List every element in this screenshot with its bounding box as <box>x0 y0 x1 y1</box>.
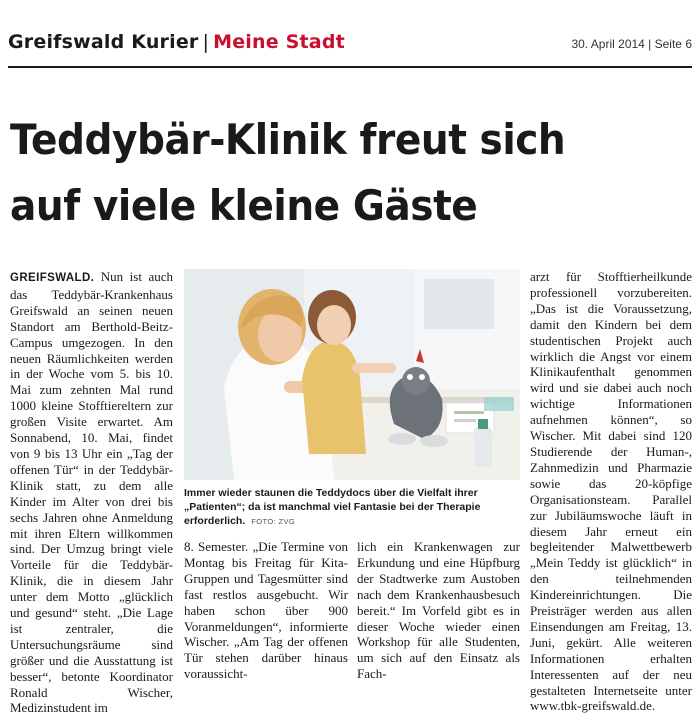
photo-credit: FOTO: ZVG <box>251 517 296 526</box>
article-dateline: GREIFSWALD. <box>10 272 95 284</box>
photo-caption-text: Immer wieder staunen die Teddydocs über die Vielfalt ihrer „Patienten“; da ist manchmal viel Fantasie bei der Therapie erforderlich. <box>184 487 481 527</box>
photo-teddy-doctors-image <box>184 269 520 480</box>
article-photo <box>184 269 520 480</box>
photo-caption <box>184 486 520 529</box>
section-name: Meine Stadt <box>213 31 345 53</box>
masthead-separator: | <box>202 31 210 53</box>
article-headline <box>10 107 642 239</box>
masthead-rule <box>8 66 692 68</box>
column-1-text: Nun ist auch das Teddybär-Krankenhaus Greifswald an seinen neuen Standort am Berthold-Beitz-Campus umgezogen. In den neuen Räumlichkeiten werden in der Woche vom 5. bis 10. Mai zum zehnten Mal rund 1000 kleine Stofftiereltern zur großen Visite erwartet. Am Sonnabend, 10. Mai, findet von 9 bis 13 Uhr ein „Tag der offenen Tür“ in der Teddybär-Klinik statt, zu dem alle Kinder im Alter von drei bis sechs Jahren ohne Anmeldung mit ihren Eltern willkommen sind. Der Umzug bringt viele Vorteile für die Teddybär-Klinik, die in diesem Jahr unter dem Motto „glücklich und gesund“ steht. „Die Lage ist zentraler, die Untersuchungsräume sind größer und die Ausstattung ist besser“, betonte Koordinator Ronald Wischer, Medizinstudent im <box>10 269 173 716</box>
masthead <box>8 31 345 53</box>
headline-line-1: Teddybär-Klinik freut sich <box>10 115 566 164</box>
paper-name: Greifswald Kurier <box>8 31 199 53</box>
article-column-4: arzt für Stofftierheilkunde professionell vorzubereiten. „Das ist die Voraussetzung, damit den Kindern bei dem studentischen Projekt auch wirklich die Angst vor einem Klinikaufenthalt genommen wird und sie dabei auch noch wichtige Informationen aufnehmen können“, so Wischer. Mit dabei sind 120 Studierende der Human-, Zahnmedizin und Pharmazie sowie das 20-köpfige Organisationsteam. Parallel zur Jubiläumswoche läuft in diesem Jahr erneut ein begleitender Malwettbewerb „Mein Teddy ist glücklich“ in den teilnehmenden Kindereinrichtungen. Die Preisträger werden aus allen Einsendungen am Freitag, 13. Juni, gekürt. Alle weiteren Informationen erhalten Interessenten auf der neu gestalteten Internetseite unter www.tbk-greifswald.de. <box>530 269 692 714</box>
date-page-label: 30. April 2014 | Seite 6 <box>571 37 692 51</box>
article-column-2: 8. Semester. „Die Termine von Montag bis Freitag für Kita-Gruppen und Tagesmütter sind fast restlos ausgebucht. Wir haben schon über 900 Voranmeldungen“, informierte Wischer. „Am Tag der offenen Tür stehen darüber hinaus voraussicht- <box>184 539 348 682</box>
headline-line-2: auf viele kleine Gäste <box>10 181 478 230</box>
article-column-3: lich ein Krankenwagen zur Erkundung und eine Hüpfburg der Stadtwerke zum Austoben nach dem Krankenhausbesuch bereit.“ Im Vorfeld gibt es in dieser Woche wieder einen Workshop für alle Studenten, um sich auf den Einsatz als Fach- <box>357 539 520 682</box>
article-column-1 <box>10 269 173 716</box>
